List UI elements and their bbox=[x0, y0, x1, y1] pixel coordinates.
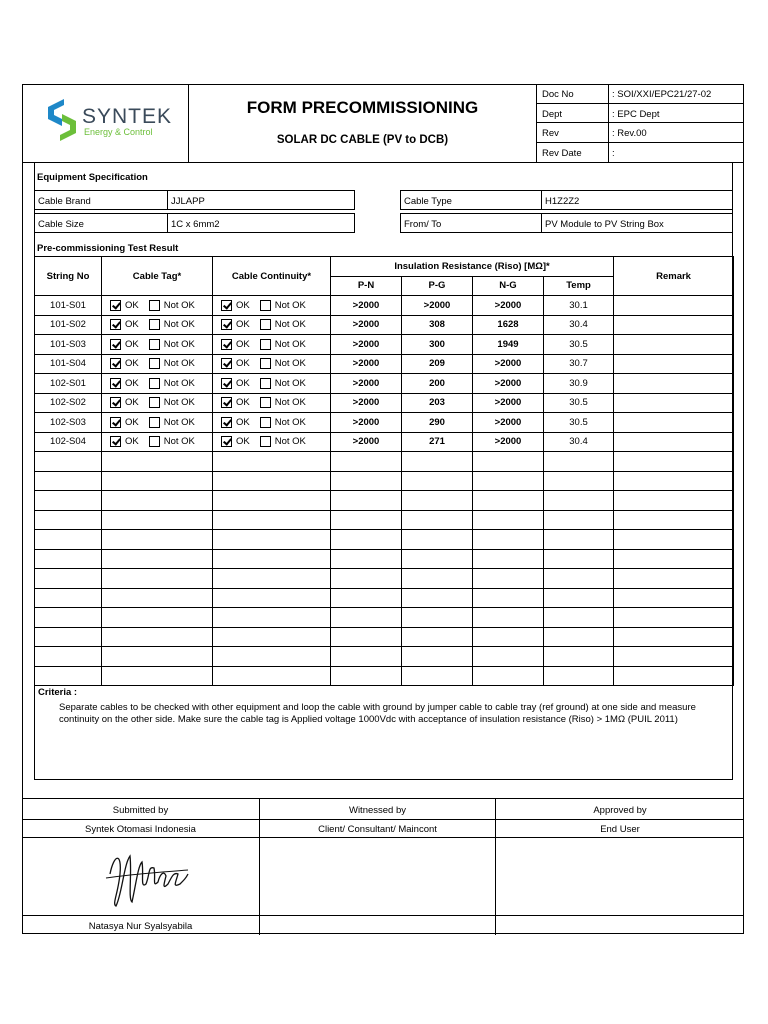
witnessed-org: Client/ Consultant/ Maincont bbox=[318, 824, 437, 835]
cable-continuity-cell: OK Not OK bbox=[213, 374, 331, 394]
cable-tag-cell: OK Not OK bbox=[102, 413, 213, 433]
witnessed-by-label: Witnessed by bbox=[348, 805, 407, 816]
header-pn: P-N bbox=[331, 276, 402, 296]
test-result-title: Pre-commissioning Test Result bbox=[37, 243, 179, 254]
form-title: FORM PRECOMMISSIONING bbox=[246, 98, 479, 117]
remark-cell bbox=[614, 296, 734, 316]
empty-table-row bbox=[35, 452, 734, 472]
cable-tag-cell: OK Not OK bbox=[102, 393, 213, 413]
submitter-name: Natasya Nur Syalsyabila bbox=[88, 921, 193, 932]
cable-tag-cell: OK Not OK bbox=[102, 296, 213, 316]
checkbox-icon[interactable] bbox=[149, 300, 160, 311]
witnessed-column bbox=[260, 799, 496, 935]
syntek-logo-icon bbox=[42, 97, 82, 143]
checked-box-icon[interactable] bbox=[110, 397, 121, 408]
table-row bbox=[35, 315, 734, 335]
temp-cell: 30.5 bbox=[544, 335, 614, 355]
pn-cell: >2000 bbox=[331, 432, 402, 452]
cable-type-field: Cable Type H1Z2Z2 bbox=[400, 190, 733, 210]
empty-table-row bbox=[35, 608, 734, 628]
remark-cell bbox=[614, 432, 734, 452]
pn-cell: >2000 bbox=[331, 296, 402, 316]
meta-row-rev: Rev : Rev.00 bbox=[537, 123, 744, 143]
string-no-cell: 102-S03 bbox=[35, 413, 102, 433]
pn-cell: >2000 bbox=[331, 315, 402, 335]
header-remark: Remark bbox=[614, 257, 734, 296]
header-insulation: Insulation Resistance (Riso) [MΩ]* bbox=[331, 257, 614, 277]
string-no-cell: 101-S04 bbox=[35, 354, 102, 374]
pn-cell: >2000 bbox=[331, 335, 402, 355]
checked-box-icon[interactable] bbox=[221, 358, 232, 369]
checkbox-icon[interactable] bbox=[149, 417, 160, 428]
ng-cell: >2000 bbox=[473, 432, 544, 452]
table-row bbox=[35, 296, 734, 316]
string-no-cell: 102-S02 bbox=[35, 393, 102, 413]
equipment-spec-title: Equipment Specification bbox=[37, 172, 148, 183]
checkbox-icon[interactable] bbox=[149, 358, 160, 369]
temp-cell: 30.7 bbox=[544, 354, 614, 374]
criteria-text: Separate cables to be checked with other equipment and loop the cable with ground by jumper cable to cable tray (ref ground) at one side and measure continuity on the other side. Make sure the cable tag is Applied voltage 1000Vdc with acceptance of insulation resistance (Riso) > 1MΩ (PUIL 2011) bbox=[59, 702, 696, 725]
empty-table-row bbox=[35, 471, 734, 491]
cable-tag-cell: OK Not OK bbox=[102, 335, 213, 355]
checked-box-icon[interactable] bbox=[221, 319, 232, 330]
temp-cell: 30.4 bbox=[544, 315, 614, 335]
checked-box-icon[interactable] bbox=[110, 300, 121, 311]
cable-size-field: Cable Size 1C x 6mm2 bbox=[34, 213, 355, 233]
table-row bbox=[35, 354, 734, 374]
cable-continuity-cell: OK Not OK bbox=[213, 413, 331, 433]
checkbox-icon[interactable] bbox=[260, 417, 271, 428]
ng-cell: >2000 bbox=[473, 413, 544, 433]
cable-continuity-cell: OK Not OK bbox=[213, 432, 331, 452]
string-no-cell: 102-S01 bbox=[35, 374, 102, 394]
meta-row-rev-date: Rev Date : bbox=[537, 143, 744, 163]
checkbox-icon[interactable] bbox=[149, 397, 160, 408]
remark-cell bbox=[614, 393, 734, 413]
pg-cell: 308 bbox=[402, 315, 473, 335]
temp-cell: 30.9 bbox=[544, 374, 614, 394]
checkbox-icon[interactable] bbox=[149, 436, 160, 447]
string-no-cell: 101-S01 bbox=[35, 296, 102, 316]
title-block bbox=[189, 84, 537, 162]
pn-cell: >2000 bbox=[331, 413, 402, 433]
remark-cell bbox=[614, 374, 734, 394]
submitted-column bbox=[22, 799, 260, 935]
ng-cell: 1949 bbox=[473, 335, 544, 355]
cable-brand-field: Cable Brand JJLAPP bbox=[34, 190, 355, 210]
empty-table-row bbox=[35, 647, 734, 667]
signature-image bbox=[102, 844, 192, 914]
table-row bbox=[35, 413, 734, 433]
checked-box-icon[interactable] bbox=[110, 319, 121, 330]
pg-cell: 200 bbox=[402, 374, 473, 394]
checked-box-icon[interactable] bbox=[221, 339, 232, 350]
remark-cell bbox=[614, 354, 734, 374]
checked-box-icon[interactable] bbox=[221, 300, 232, 311]
ng-cell: 1628 bbox=[473, 315, 544, 335]
from-to-field: From/ To PV Module to PV String Box bbox=[400, 213, 733, 233]
string-no-cell: 101-S03 bbox=[35, 335, 102, 355]
cable-tag-cell: OK Not OK bbox=[102, 374, 213, 394]
pn-cell: >2000 bbox=[331, 393, 402, 413]
table-row bbox=[35, 432, 734, 452]
criteria-box bbox=[34, 682, 733, 780]
string-no-cell: 102-S04 bbox=[35, 432, 102, 452]
checkbox-icon[interactable] bbox=[260, 397, 271, 408]
empty-table-row bbox=[35, 569, 734, 589]
cable-continuity-cell: OK Not OK bbox=[213, 393, 331, 413]
ng-cell: >2000 bbox=[473, 393, 544, 413]
checkbox-icon[interactable] bbox=[260, 378, 271, 389]
empty-table-row bbox=[35, 530, 734, 550]
pn-cell: >2000 bbox=[331, 374, 402, 394]
meta-row-dept: Dept : EPC Dept bbox=[537, 104, 744, 124]
submitted-org: Syntek Otomasi Indonesia bbox=[85, 824, 196, 835]
ng-cell: >2000 bbox=[473, 296, 544, 316]
pg-cell: 290 bbox=[402, 413, 473, 433]
empty-table-row bbox=[35, 549, 734, 569]
checkbox-icon[interactable] bbox=[149, 378, 160, 389]
empty-table-row bbox=[35, 491, 734, 511]
header-cable-tag: Cable Tag* bbox=[102, 257, 213, 296]
header-pg: P-G bbox=[402, 276, 473, 296]
pg-cell: 300 bbox=[402, 335, 473, 355]
brand-tagline: Energy & Control bbox=[84, 127, 153, 137]
test-result-table bbox=[34, 256, 734, 686]
cable-tag-cell: OK Not OK bbox=[102, 315, 213, 335]
cable-continuity-cell: OK Not OK bbox=[213, 335, 331, 355]
approved-column bbox=[496, 799, 744, 935]
cable-tag-cell: OK Not OK bbox=[102, 354, 213, 374]
checkbox-icon[interactable] bbox=[149, 319, 160, 330]
checked-box-icon[interactable] bbox=[221, 378, 232, 389]
checked-box-icon[interactable] bbox=[110, 358, 121, 369]
cable-continuity-cell: OK Not OK bbox=[213, 296, 331, 316]
checkbox-icon[interactable] bbox=[260, 300, 271, 311]
meta-row-doc-no: Doc No : SOI/XXI/EPC21/27-02 bbox=[537, 84, 744, 104]
temp-cell: 30.5 bbox=[544, 413, 614, 433]
remark-cell bbox=[614, 315, 734, 335]
table-row bbox=[35, 335, 734, 355]
checked-box-icon[interactable] bbox=[221, 417, 232, 428]
signoff-section bbox=[22, 798, 744, 934]
cable-continuity-cell: OK Not OK bbox=[213, 354, 331, 374]
remark-cell bbox=[614, 335, 734, 355]
empty-table-row bbox=[35, 627, 734, 647]
table-row bbox=[35, 374, 734, 394]
approved-by-label: Approved by bbox=[593, 805, 647, 816]
checkbox-icon[interactable] bbox=[260, 339, 271, 350]
header-ng: N-G bbox=[473, 276, 544, 296]
header-cable-continuity: Cable Continuity* bbox=[213, 257, 331, 296]
header-temp: Temp bbox=[544, 276, 614, 296]
header-string-no: String No bbox=[35, 257, 102, 296]
temp-cell: 30.5 bbox=[544, 393, 614, 413]
checked-box-icon[interactable] bbox=[110, 339, 121, 350]
checked-box-icon[interactable] bbox=[221, 397, 232, 408]
checked-box-icon[interactable] bbox=[110, 378, 121, 389]
checked-box-icon[interactable] bbox=[221, 436, 232, 447]
table-row bbox=[35, 393, 734, 413]
remark-cell bbox=[614, 413, 734, 433]
company-logo bbox=[22, 84, 189, 162]
approved-org: End User bbox=[600, 824, 640, 835]
ng-cell: >2000 bbox=[473, 374, 544, 394]
brand-name: SYNTEK bbox=[82, 105, 173, 128]
pn-cell: >2000 bbox=[331, 354, 402, 374]
checkbox-icon[interactable] bbox=[260, 436, 271, 447]
pg-cell: >2000 bbox=[402, 296, 473, 316]
checkbox-icon[interactable] bbox=[260, 319, 271, 330]
cable-tag-cell: OK Not OK bbox=[102, 432, 213, 452]
checkbox-icon[interactable] bbox=[260, 358, 271, 369]
pg-cell: 203 bbox=[402, 393, 473, 413]
pg-cell: 271 bbox=[402, 432, 473, 452]
temp-cell: 30.1 bbox=[544, 296, 614, 316]
string-no-cell: 101-S02 bbox=[35, 315, 102, 335]
checked-box-icon[interactable] bbox=[110, 417, 121, 428]
form-header bbox=[22, 84, 744, 162]
doc-meta bbox=[537, 84, 744, 162]
checkbox-icon[interactable] bbox=[149, 339, 160, 350]
temp-cell: 30.4 bbox=[544, 432, 614, 452]
form-subtitle: SOLAR DC CABLE (PV to DCB) bbox=[276, 134, 449, 146]
checked-box-icon[interactable] bbox=[110, 436, 121, 447]
empty-table-row bbox=[35, 510, 734, 530]
submitted-by-label: Submitted by bbox=[112, 805, 169, 816]
empty-table-row bbox=[35, 588, 734, 608]
pg-cell: 209 bbox=[402, 354, 473, 374]
ng-cell: >2000 bbox=[473, 354, 544, 374]
criteria-title: Criteria : bbox=[38, 687, 78, 698]
cable-continuity-cell: OK Not OK bbox=[213, 315, 331, 335]
